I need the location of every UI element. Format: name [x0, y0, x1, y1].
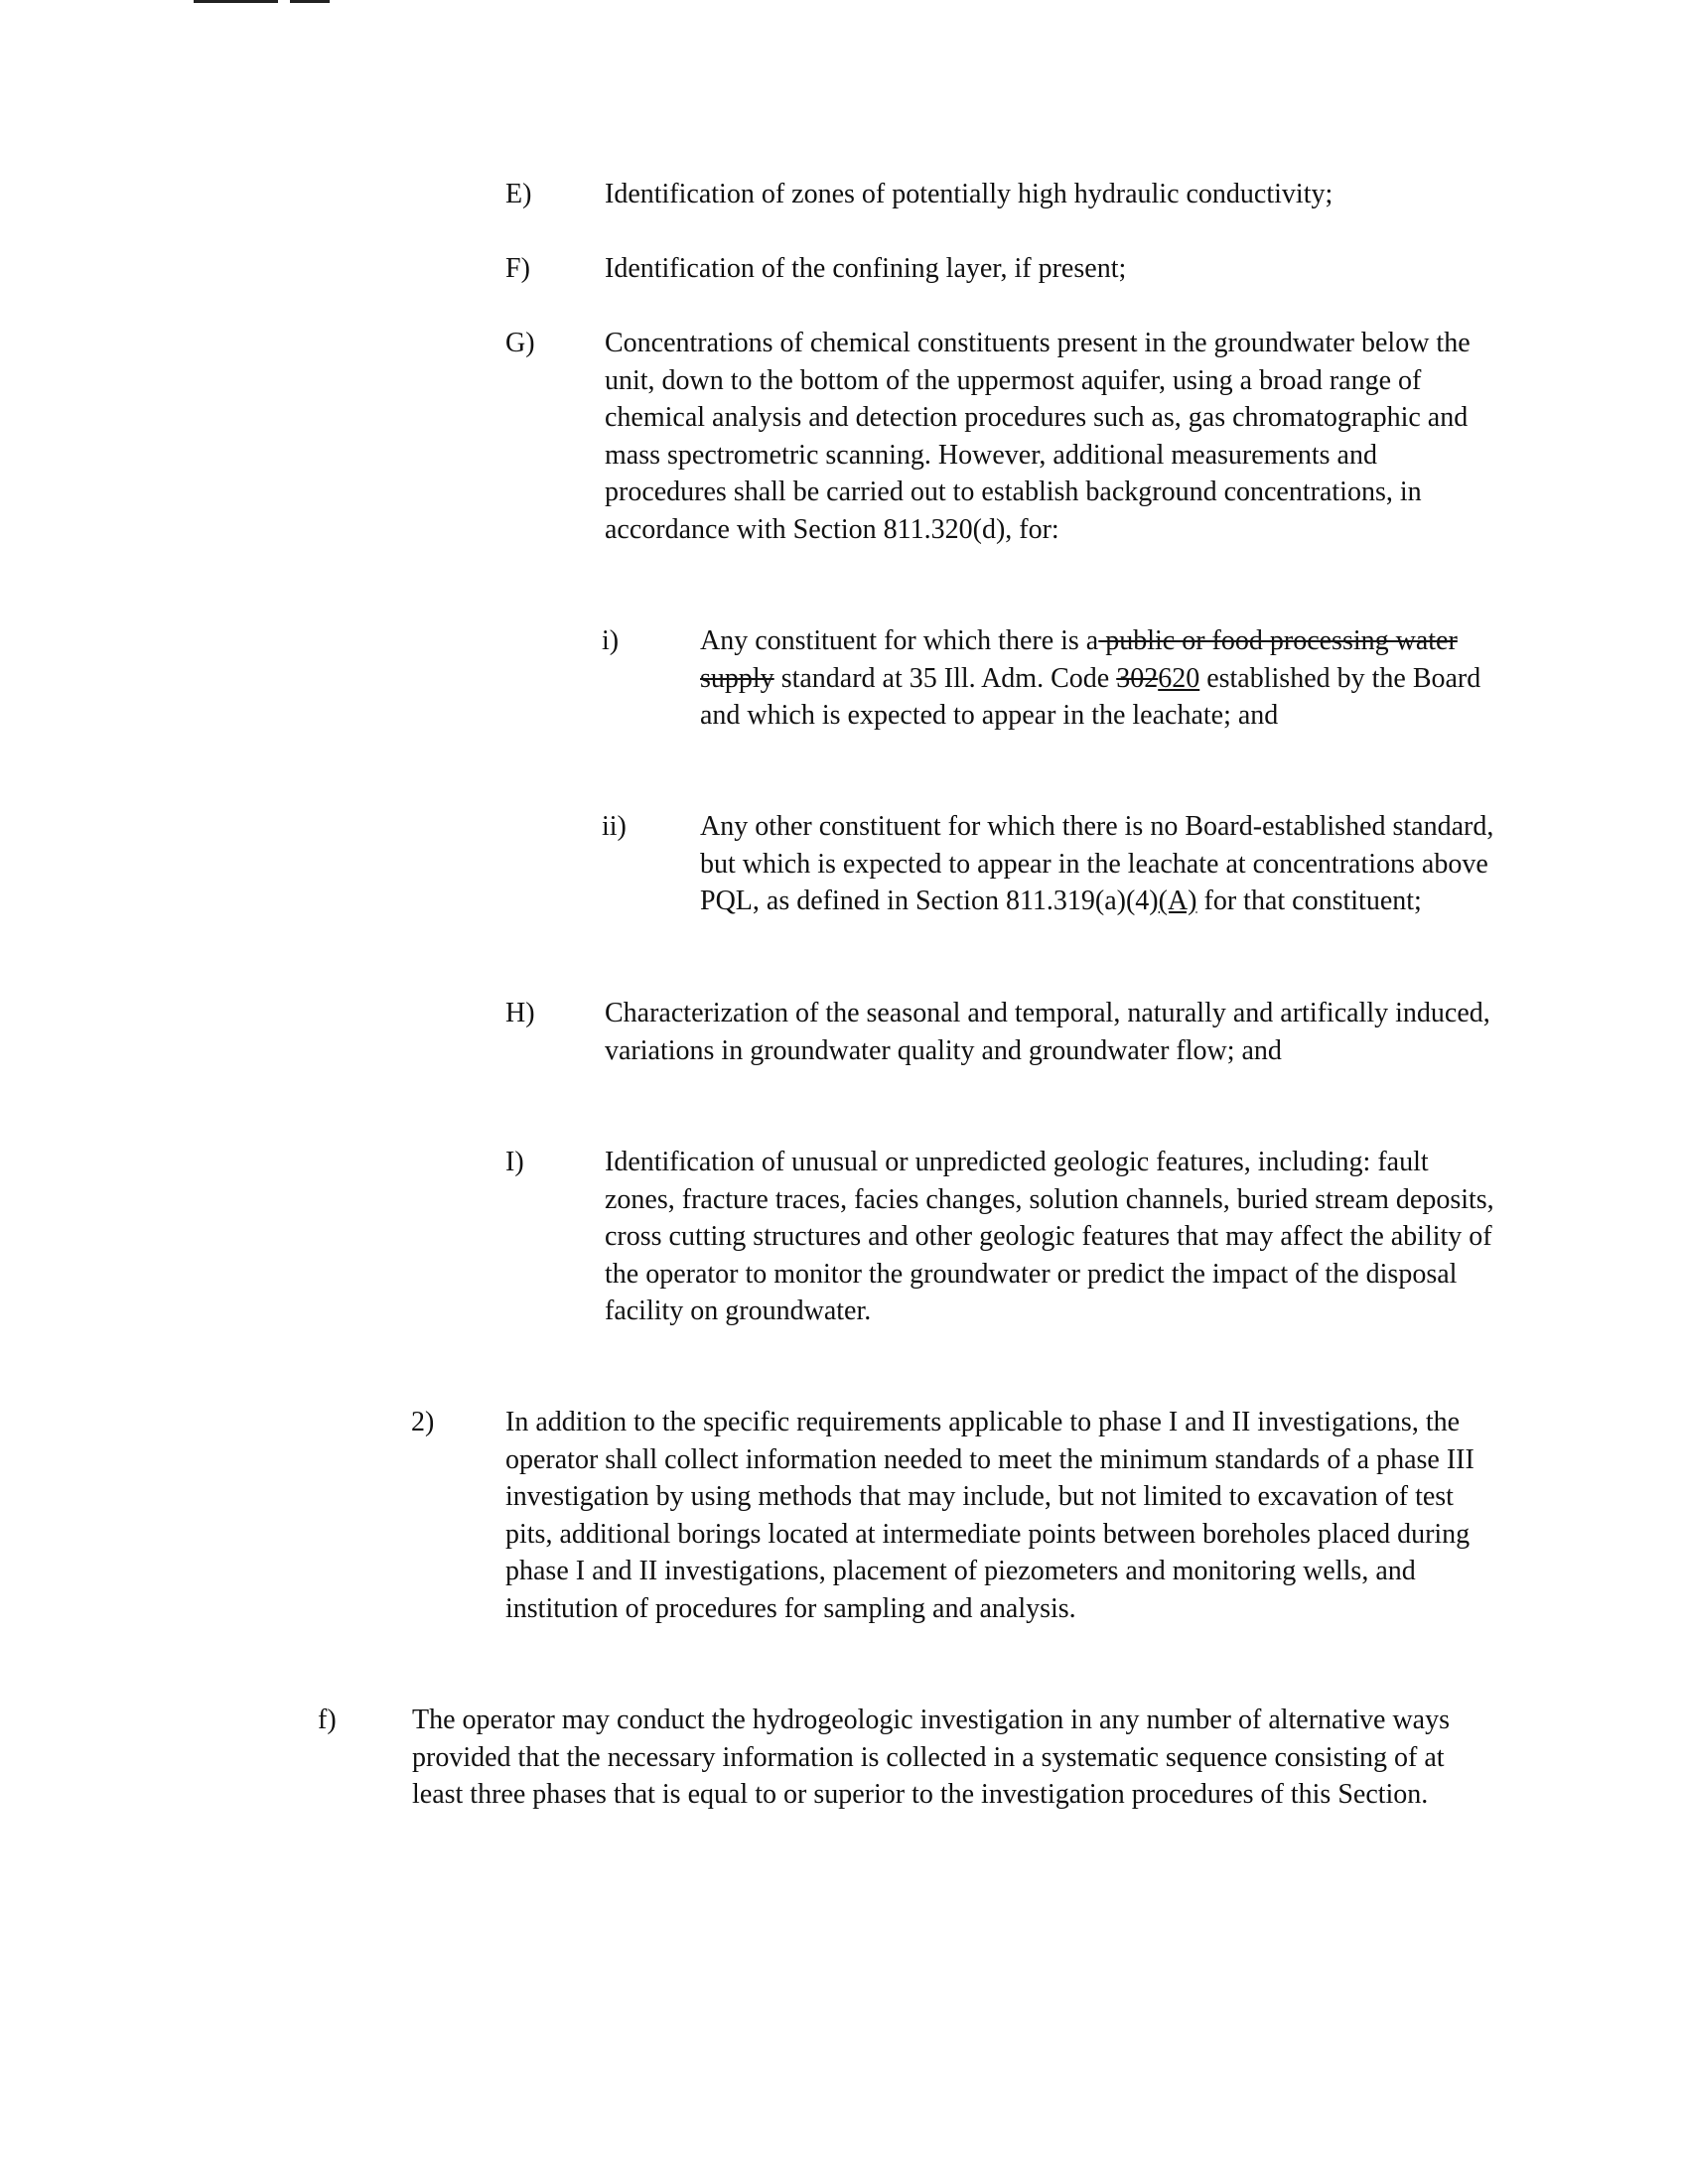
page-edge-mark [194, 0, 278, 3]
inserted-text: 620 [1158, 662, 1200, 694]
item-text [700, 622, 1514, 735]
item-label: f) [318, 1705, 337, 1735]
item-text: Characterization of the seasonal and temporal, naturally and artifically induced, variations in groundwater quality and groundwater flow; and [605, 998, 1490, 1066]
item-label: E) [505, 179, 532, 209]
text-run: for that constituent; [1196, 886, 1422, 916]
deleted-text: public or food processing water supply [700, 625, 1458, 694]
item-text: Concentrations of chemical constituents present in the groundwater below the unit, down to the bottom of the uppermost aquifer, using a broad range of chemical analysis and detection procedures such as, gas chromatographic and mass spectrometric scanning. However, additional measurements and procedures shall be carried out to establish background concentrations, in accordance with Section 811.320(d), for: [605, 328, 1471, 545]
item-text: Identification of unusual or unpredicted geologic features, including: fault zones, fracture traces, facies changes, solution channels, buried stream deposits, cross cutting structures and other geologic features that may affect the ability of the operator to monitor the groundwater or predict the impact of the disposal facility on groundwater. [605, 1147, 1494, 1326]
item-label: H) [505, 998, 535, 1028]
text-run: Any constituent for which there is a [700, 625, 1099, 656]
deleted-text: 302 [1116, 662, 1159, 694]
item-text: The operator may conduct the hydrogeologic investigation in any number of alternative ways provided that the necessary information is collected in a systematic sequence consisting of at least three phases that is equal to or superior to the investigation procedures of this Section. [412, 1705, 1451, 1810]
item-label: G) [505, 328, 535, 358]
item-label: I) [505, 1147, 524, 1177]
page-edge-mark [290, 0, 330, 3]
item-label: ii) [602, 811, 627, 842]
item-text: In addition to the specific requirements applicable to phase I and II investigations, the operator shall collect information needed to meet the minimum standards of a phase III investigation by using methods that may include, but not limited to excavation of test pits, additional borings located at intermediate points between boreholes placed during phase I and II investigations, placement of piezometers and monitoring wells, and institution of procedures for sampling and analysis. [505, 1407, 1474, 1624]
item-text: Identification of the confining layer, if present; [605, 253, 1127, 284]
item-text [700, 808, 1514, 920]
text-run: Any other constituent for which there is no Board-established standard, but which is expected to appear in the leachate at concentrations above PQL, as defined in Section 811.319(a)(4) [700, 811, 1494, 916]
item-label: F) [505, 253, 530, 284]
item-label: 2) [411, 1407, 435, 1437]
item-label: i) [602, 625, 620, 656]
text-run: standard at 35 Ill. Adm. Code [773, 662, 1117, 694]
text-run: established by the Board and which is expected to appear in the leachate; and [700, 662, 1481, 731]
inserted-text: (A) [1158, 886, 1197, 916]
item-text: Identification of zones of potentially high hydraulic conductivity; [605, 179, 1333, 209]
